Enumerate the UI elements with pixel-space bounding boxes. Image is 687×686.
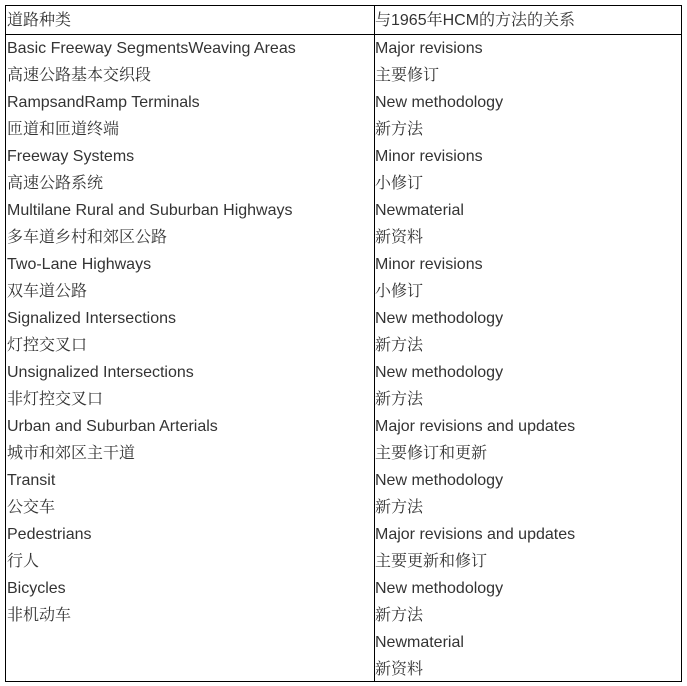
relation-line: 主要修订 bbox=[375, 67, 440, 84]
relation-line: Minor revisions bbox=[375, 256, 483, 273]
header-road-type: 道路种类 bbox=[7, 12, 72, 29]
road-type-line: Bicycles bbox=[7, 580, 66, 597]
road-type-line: Pedestrians bbox=[7, 526, 92, 543]
road-type-line: 公交车 bbox=[7, 499, 56, 516]
relation-line: 新方法 bbox=[375, 337, 424, 354]
road-type-line: RampsandRamp Terminals bbox=[7, 94, 200, 111]
relation-line: Major revisions and updates bbox=[375, 418, 576, 435]
road-type-column bbox=[7, 35, 296, 629]
road-type-line: 灯控交叉口 bbox=[7, 337, 88, 354]
relation-line: New methodology bbox=[375, 310, 504, 327]
road-type-line: Signalized Intersections bbox=[7, 310, 176, 327]
road-type-line: 城市和郊区主干道 bbox=[7, 445, 136, 462]
relation-line: 主要修订和更新 bbox=[375, 445, 488, 462]
relation-column bbox=[375, 35, 575, 683]
relation-line: Newmaterial bbox=[375, 634, 464, 651]
road-type-line: Unsignalized Intersections bbox=[7, 364, 194, 381]
relation-line: 新资料 bbox=[375, 661, 424, 678]
road-type-line: 行人 bbox=[7, 553, 40, 570]
relation-line: 主要更新和修订 bbox=[375, 553, 488, 570]
road-type-line: 非灯控交叉口 bbox=[7, 391, 104, 408]
road-type-line: Urban and Suburban Arterials bbox=[7, 418, 218, 435]
relation-line: 新方法 bbox=[375, 607, 424, 624]
relation-line: 新方法 bbox=[375, 121, 424, 138]
road-type-line: 多车道乡村和郊区公路 bbox=[7, 229, 168, 246]
relation-line: New methodology bbox=[375, 472, 504, 489]
road-type-line: 非机动车 bbox=[7, 607, 72, 624]
header-relation-1965-hcm: 与1965年HCM的方法的关系 bbox=[375, 12, 576, 29]
road-type-line: Freeway Systems bbox=[7, 148, 135, 165]
road-type-table bbox=[5, 5, 682, 682]
relation-line: New methodology bbox=[375, 364, 504, 381]
road-type-line: Multilane Rural and Suburban Highways bbox=[7, 202, 293, 219]
relation-line: New methodology bbox=[375, 580, 504, 597]
road-type-line: 高速公路系统 bbox=[7, 175, 104, 192]
relation-line: 新资料 bbox=[375, 229, 424, 246]
road-type-line: Two-Lane Highways bbox=[7, 256, 152, 273]
relation-line: 新方法 bbox=[375, 499, 424, 516]
road-type-line: 匝道和匝道终端 bbox=[7, 121, 120, 138]
road-type-line: 高速公路基本交织段 bbox=[7, 67, 152, 84]
road-type-line: Basic Freeway SegmentsWeaving Areas bbox=[7, 40, 296, 57]
relation-line: Newmaterial bbox=[375, 202, 464, 219]
relation-line: Major revisions and updates bbox=[375, 526, 576, 543]
relation-line: Major revisions bbox=[375, 40, 483, 57]
relation-line: 小修订 bbox=[375, 283, 424, 300]
relation-line: 新方法 bbox=[375, 391, 424, 408]
relation-line: New methodology bbox=[375, 94, 504, 111]
road-type-line: Transit bbox=[7, 472, 56, 489]
road-type-line: 双车道公路 bbox=[7, 283, 88, 300]
relation-line: 小修订 bbox=[375, 175, 424, 192]
relation-line: Minor revisions bbox=[375, 148, 483, 165]
